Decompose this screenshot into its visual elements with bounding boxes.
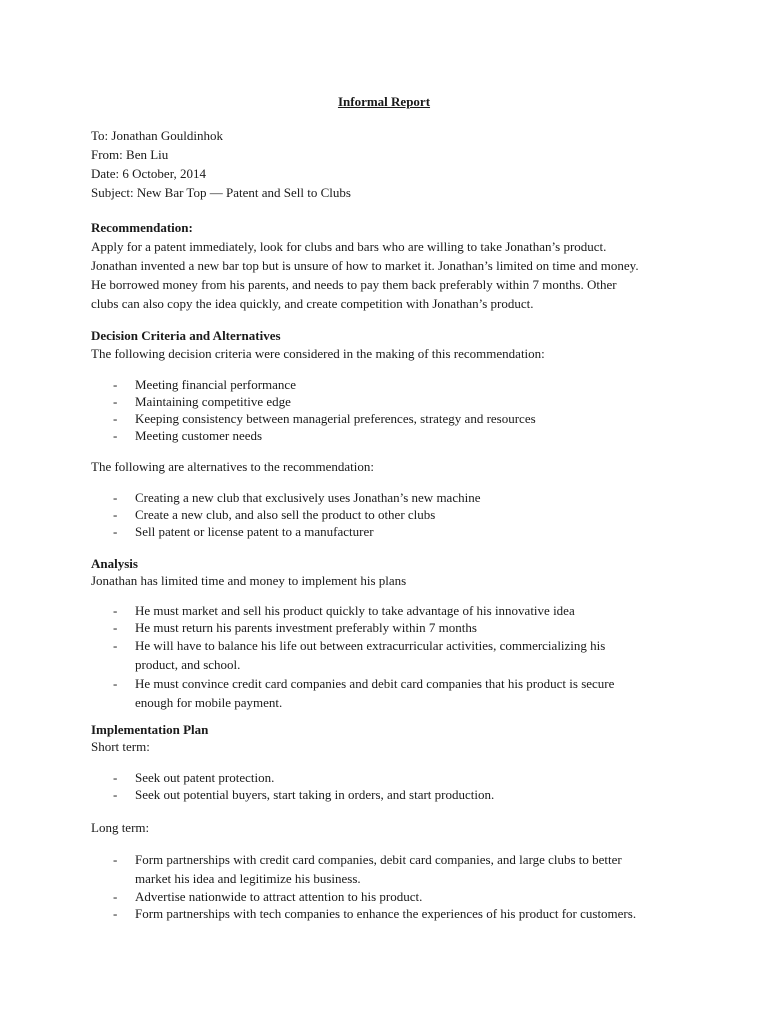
bullet-dash: - [113, 394, 118, 409]
list-item-text: Form partnerships with credit card companies, debit card companies, and large clubs to better [135, 852, 622, 867]
list-item [91, 769, 691, 786]
recommendation-line: Jonathan invented a new bar top but is unsure of how to market it. Jonathan’s limited on time and money. [91, 258, 639, 273]
criteria-heading: Decision Criteria and Alternatives [91, 328, 281, 343]
list-item [91, 393, 691, 410]
long-term-list [91, 850, 691, 922]
criteria-intro: The following decision criteria were considered in the making of this recommendation: [91, 346, 545, 361]
bullet-dash: - [113, 507, 118, 522]
list-item [91, 905, 691, 922]
memo-header [91, 127, 691, 203]
alternatives-intro-wrap [91, 458, 691, 475]
list-item-text: Sell patent or license patent to a manufacturer [135, 524, 374, 539]
list-item [91, 619, 691, 636]
list-item-text: Seek out patent protection. [135, 770, 275, 785]
list-item-text: Keeping consistency between managerial preferences, strategy and resources [135, 411, 536, 426]
list-item [91, 523, 691, 540]
list-item-text: Create a new club, and also sell the product to other clubs [135, 507, 436, 522]
list-item-text: Advertise nationwide to attract attention to his product. [135, 889, 423, 904]
list-item-text: He will have to balance his life out between extracurricular activities, commercializing his [135, 638, 606, 653]
implementation-heading: Implementation Plan [91, 722, 209, 737]
analysis-list [91, 602, 691, 712]
memo-subject: Subject: New Bar Top — Patent and Sell to Clubs [91, 185, 351, 200]
bullet-dash: - [113, 524, 118, 539]
criteria-section [91, 327, 691, 362]
list-item-text: Meeting financial performance [135, 377, 296, 392]
list-item-text: Seek out potential buyers, start taking in orders, and start production. [135, 787, 495, 802]
long-term-label: Long term: [91, 820, 150, 835]
bullet-dash: - [113, 377, 118, 392]
list-item-text: Creating a new club that exclusively uses Jonathan’s new machine [135, 490, 481, 505]
list-item-text: He must convince credit card companies and debit card companies that his product is secure [135, 676, 615, 691]
analysis-section [91, 555, 691, 589]
recommendation-heading: Recommendation: [91, 220, 193, 235]
analysis-intro: Jonathan has limited time and money to implement his plans [91, 573, 407, 588]
recommendation-section [91, 219, 691, 314]
long-term-label-wrap [91, 819, 691, 836]
list-item-text: enough for mobile payment. [135, 695, 283, 710]
alternatives-list [91, 489, 691, 540]
bullet-dash: - [113, 889, 118, 904]
recommendation-line: He borrowed money from his parents, and needs to pay them back preferably within 7 months. Other [91, 277, 617, 292]
list-item [91, 786, 691, 803]
bullet-dash: - [113, 852, 118, 867]
implementation-section [91, 721, 691, 755]
criteria-list [91, 376, 691, 444]
list-item [91, 376, 691, 393]
memo-from: From: Ben Liu [91, 147, 169, 162]
list-item [91, 636, 691, 674]
list-item-text: Form partnerships with tech companies to enhance the experiences of his product for customers. [135, 906, 637, 921]
short-term-list [91, 769, 691, 803]
bullet-dash: - [113, 603, 118, 618]
bullet-dash: - [113, 620, 118, 635]
list-item [91, 674, 691, 712]
list-item [91, 850, 691, 888]
list-item [91, 888, 691, 905]
alternatives-intro: The following are alternatives to the recommendation: [91, 459, 375, 474]
memo-date: Date: 6 October, 2014 [91, 166, 207, 181]
recommendation-line: clubs can also copy the idea quickly, and create competition with Jonathan’s product. [91, 296, 534, 311]
memo-to: To: Jonathan Gouldinhok [91, 128, 223, 143]
report-title: Informal Report [337, 94, 431, 109]
bullet-dash: - [113, 676, 118, 691]
list-item [91, 602, 691, 619]
list-item-text: He must market and sell his product quickly to take advantage of his innovative idea [135, 603, 575, 618]
list-item [91, 489, 691, 506]
list-item [91, 427, 691, 444]
short-term-label: Short term: [91, 739, 150, 754]
list-item-text: Maintaining competitive edge [135, 394, 291, 409]
bullet-dash: - [113, 411, 118, 426]
list-item-text: He must return his parents investment preferably within 7 months [135, 620, 477, 635]
list-item-text: product, and school. [135, 657, 241, 672]
bullet-dash: - [113, 638, 118, 653]
bullet-dash: - [113, 906, 118, 921]
bullet-dash: - [113, 428, 118, 443]
analysis-heading: Analysis [91, 556, 138, 571]
bullet-dash: - [113, 787, 118, 802]
bullet-dash: - [113, 490, 118, 505]
list-item [91, 410, 691, 427]
recommendation-line: Apply for a patent immediately, look for clubs and bars who are willing to take Jonathan’s product. [91, 239, 607, 254]
list-item [91, 506, 691, 523]
bullet-dash: - [113, 770, 118, 785]
list-item-text: market his idea and legitimize his business. [135, 871, 361, 886]
list-item-text: Meeting customer needs [135, 428, 263, 443]
